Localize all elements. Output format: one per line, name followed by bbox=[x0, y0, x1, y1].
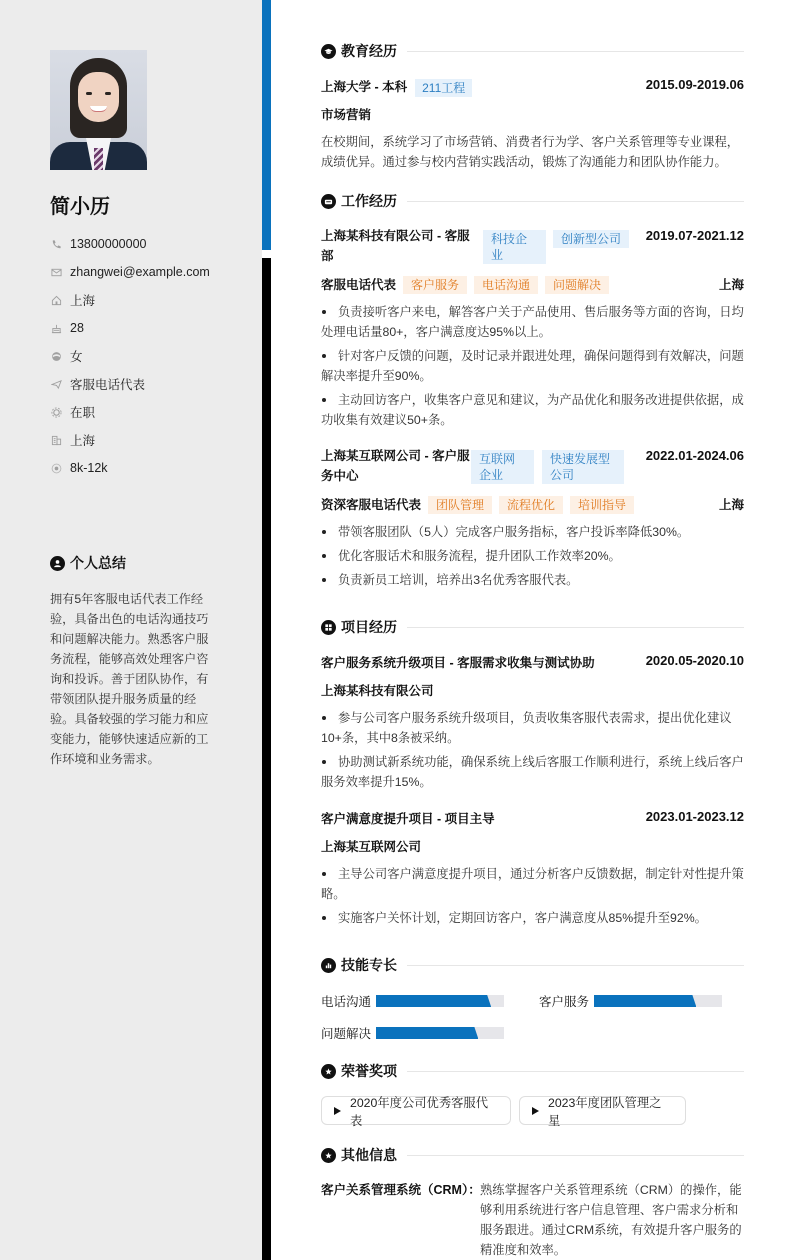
location-value: 上海 bbox=[70, 294, 96, 308]
job-1-location: 上海 bbox=[718, 278, 744, 292]
position-value: 客服电话代表 bbox=[70, 378, 146, 392]
home-icon bbox=[50, 294, 62, 306]
info-position bbox=[50, 370, 210, 398]
summary-title: 个人总结 bbox=[70, 555, 126, 571]
phone-icon bbox=[50, 238, 62, 250]
job-1-skill-1: 客户服务 bbox=[403, 276, 467, 294]
other-value: 熟练掌握客户关系管理系统（CRM）的操作，能够利用系统进行客户信息管理、客户需求分析和服务跟进。通过CRM系统，有效提升客户服务的精准度和效率。 bbox=[480, 1183, 742, 1257]
salary-value: 8k-12k bbox=[70, 461, 108, 475]
education-description: 在校期间，系统学习了市场营销、消费者行为学、客户关系管理等专业课程，成绩优异。通过参与校内营销实践活动，锻炼了沟通能力和团队协作能力。 bbox=[321, 135, 740, 169]
profile-name: 简小历 bbox=[50, 196, 110, 218]
job-2-position: 资深客服电话代表 bbox=[321, 498, 422, 512]
school-name: 上海大学 - 本科 bbox=[321, 80, 408, 94]
job-1-date: 2019.07-2021.12 bbox=[645, 228, 744, 243]
job-1-skill-2: 电话沟通 bbox=[474, 276, 538, 294]
summary-text: 拥有5年客服电话代表工作经验，具备出色的电话沟通技巧和问题解决能力。熟悉客户服务流程，能够高效处理客户咨询和投诉。善于团队协作，有带领团队提升服务质量的经验。具备较强的学习能力和应变能力，能够快速适应新的工作环境和业务需求。 bbox=[50, 592, 209, 766]
skill-track bbox=[376, 1027, 504, 1039]
project-1-header bbox=[321, 653, 744, 671]
project-1-bullets bbox=[321, 708, 744, 796]
education-header bbox=[321, 77, 744, 97]
phone-value: 13800000000 bbox=[70, 237, 147, 251]
send-icon bbox=[50, 378, 62, 390]
skill-track bbox=[376, 995, 504, 1007]
list-item: 负责接听客户来电，解答客户关于产品使用、售后服务等方面的咨询，日均处理电话量80+，客户满意度达95%以上。 bbox=[321, 302, 744, 342]
job-1-bullets bbox=[321, 302, 744, 434]
school-tag: 211工程 bbox=[415, 79, 472, 97]
info-phone bbox=[50, 230, 210, 258]
project-1-date: 2020.05-2020.10 bbox=[645, 653, 744, 668]
cake-icon bbox=[50, 322, 62, 334]
project-2-header bbox=[321, 809, 744, 827]
skill-fill bbox=[376, 995, 491, 1007]
award-item-2 bbox=[519, 1095, 686, 1128]
skill-customer-service bbox=[539, 992, 722, 1010]
job-1-tag-1: 科技企业 bbox=[483, 230, 546, 264]
info-email bbox=[50, 258, 210, 286]
list-item: 协助测试新系统功能，确保系统上线后客服工作顺利进行，系统上线后客户服务效率提升15%。 bbox=[321, 752, 744, 792]
skill-track bbox=[594, 995, 722, 1007]
job-2-tag-2: 快速发展型公司 bbox=[542, 450, 624, 484]
email-value: zhangwei@example.com bbox=[70, 265, 210, 279]
info-city bbox=[50, 426, 210, 454]
age-value: 28 bbox=[70, 321, 84, 335]
job-2-skill-3: 培训指导 bbox=[570, 496, 634, 514]
bar-chart-icon bbox=[321, 958, 336, 973]
job-2-skill-1: 团队管理 bbox=[428, 496, 492, 514]
project-1-company: 上海某科技有限公司 bbox=[321, 684, 434, 698]
job-1-tag-2: 创新型公司 bbox=[553, 230, 629, 248]
projects-title: 项目经历 bbox=[341, 619, 397, 635]
section-other bbox=[321, 1145, 744, 1165]
contact-info-list bbox=[50, 230, 210, 482]
divider-bar bbox=[262, 258, 271, 1260]
job-2-bullets bbox=[321, 522, 744, 594]
project-1-name: 客户服务系统升级项目 - 客服需求收集与测试协助 bbox=[321, 656, 595, 670]
project-2-bullets bbox=[321, 864, 744, 932]
sidebar bbox=[0, 0, 262, 1260]
job-1-skill-3: 问题解决 bbox=[545, 276, 609, 294]
award-item-1 bbox=[321, 1095, 511, 1128]
graduation-cap-icon bbox=[321, 44, 336, 59]
info-salary bbox=[50, 454, 210, 482]
section-divider bbox=[407, 965, 744, 966]
project-2-date: 2023.01-2023.12 bbox=[645, 809, 744, 824]
building-icon bbox=[50, 434, 62, 446]
job-2-tag-1: 互联网企业 bbox=[471, 450, 534, 484]
status-value: 在职 bbox=[70, 406, 96, 420]
section-divider bbox=[407, 1071, 744, 1072]
gender-value: 女 bbox=[70, 350, 83, 364]
status-icon bbox=[50, 406, 62, 418]
section-divider bbox=[407, 201, 744, 202]
skill-fill bbox=[376, 1027, 478, 1039]
section-divider bbox=[407, 51, 744, 52]
info-age bbox=[50, 314, 210, 342]
job-2-company: 上海某互联网公司 - 客户服务中心 bbox=[321, 449, 470, 483]
user-icon bbox=[50, 556, 65, 571]
job-2-location: 上海 bbox=[718, 498, 744, 512]
education-major: 市场营销 bbox=[321, 108, 372, 122]
section-work bbox=[321, 191, 744, 211]
accent-bar bbox=[262, 0, 271, 250]
list-item: 主动回访客户，收集客户意见和建议，为产品优化和服务改进提供依据，成功收集有效建议50+条。 bbox=[321, 390, 744, 430]
job-1-position-row bbox=[321, 275, 744, 294]
award-icon bbox=[321, 1148, 336, 1163]
section-divider bbox=[407, 1155, 744, 1156]
skill-label: 客户服务 bbox=[539, 995, 590, 1009]
work-title: 工作经历 bbox=[341, 193, 397, 209]
section-skills bbox=[321, 955, 744, 975]
city-value: 上海 bbox=[70, 434, 96, 448]
job-1-position: 客服电话代表 bbox=[321, 278, 397, 292]
section-divider bbox=[407, 627, 744, 628]
list-item: 带领客服团队（5人）完成客户服务指标，客户投诉率降低30%。 bbox=[321, 522, 744, 542]
award-label: 2020年度公司优秀客服代表 bbox=[350, 1095, 489, 1128]
job-1-company: 上海某科技有限公司 - 客服部 bbox=[321, 229, 470, 263]
mail-icon bbox=[50, 266, 62, 278]
skill-problem-solving bbox=[321, 1024, 504, 1042]
skill-label: 问题解决 bbox=[321, 1027, 372, 1041]
award-label: 2023年度团队管理之星 bbox=[548, 1095, 662, 1128]
avatar-photo bbox=[50, 50, 147, 170]
project-2-company: 上海某互联网公司 bbox=[321, 840, 422, 854]
award-icon bbox=[321, 1064, 336, 1079]
grid-icon bbox=[321, 620, 336, 635]
play-triangle-icon bbox=[334, 1107, 341, 1115]
summary-heading bbox=[50, 553, 126, 573]
list-item: 实施客户关怀计划，定期回访客户，客户满意度从85%提升至92%。 bbox=[321, 908, 744, 928]
other-title: 其他信息 bbox=[341, 1147, 397, 1163]
info-location bbox=[50, 286, 210, 314]
list-item: 优化客服话术和服务流程，提升团队工作效率20%。 bbox=[321, 546, 744, 566]
project-2-name: 客户满意度提升项目 - 项目主导 bbox=[321, 812, 495, 826]
info-gender bbox=[50, 342, 210, 370]
job-2-skill-2: 流程优化 bbox=[499, 496, 563, 514]
list-item: 参与公司客户服务系统升级项目，负责收集客服代表需求，提出优化建议10+条，其中8条被采纳。 bbox=[321, 708, 744, 748]
list-item: 针对客户反馈的问题，及时记录并跟进处理，确保问题得到有效解决，问题解决率提升至90%。 bbox=[321, 346, 744, 386]
skill-fill bbox=[594, 995, 696, 1007]
briefcase-icon bbox=[321, 194, 336, 209]
list-item: 负责新员工培训，培养出3名优秀客服代表。 bbox=[321, 570, 744, 590]
gender-icon bbox=[50, 350, 62, 362]
section-education bbox=[321, 41, 744, 61]
skill-phone-communication bbox=[321, 992, 504, 1010]
job-2-date: 2022.01-2024.06 bbox=[645, 448, 744, 463]
list-item: 主导公司客户满意度提升项目，通过分析客户反馈数据，制定针对性提升策略。 bbox=[321, 864, 744, 904]
job-2-position-row bbox=[321, 495, 744, 514]
skill-label: 电话沟通 bbox=[321, 995, 372, 1009]
info-status bbox=[50, 398, 210, 426]
awards-title: 荣誉奖项 bbox=[341, 1063, 397, 1079]
play-triangle-icon bbox=[532, 1107, 539, 1115]
education-title: 教育经历 bbox=[341, 43, 397, 59]
other-label: 客户关系管理系统（CRM）： bbox=[321, 1183, 481, 1197]
section-awards bbox=[321, 1061, 744, 1081]
salary-icon bbox=[50, 462, 62, 474]
skills-title: 技能专长 bbox=[341, 957, 397, 973]
section-projects bbox=[321, 617, 744, 637]
education-date: 2015.09-2019.06 bbox=[645, 77, 744, 92]
